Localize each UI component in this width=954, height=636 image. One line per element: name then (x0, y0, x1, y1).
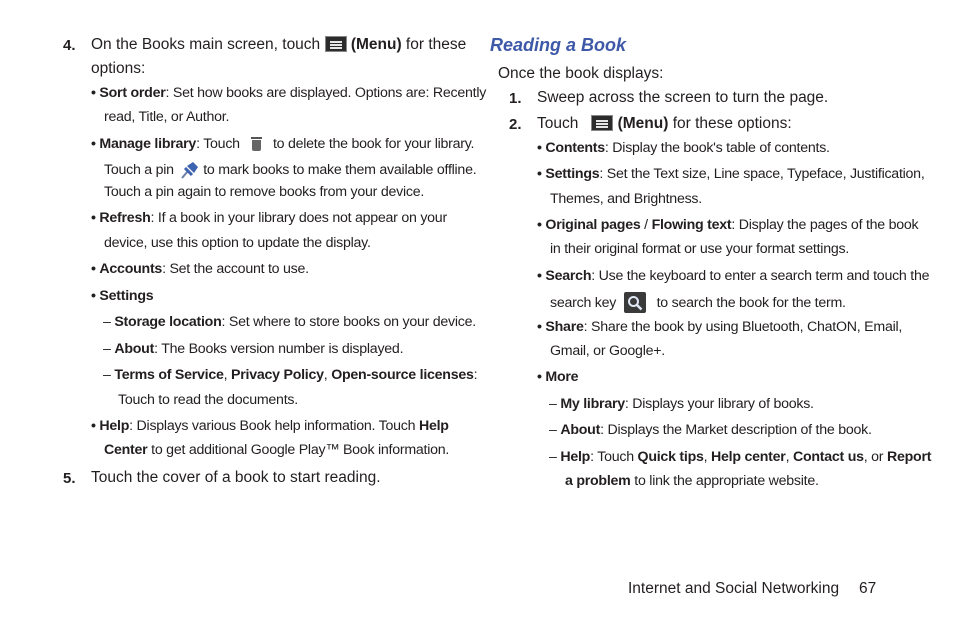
bullet: • (91, 418, 96, 434)
text: : The Books version number is displayed. (154, 341, 404, 357)
dash-help (549, 449, 931, 465)
text: : Use the keyboard to enter a search term and touch the (591, 268, 930, 284)
text: : If a book in your library does not appear on your (150, 210, 447, 226)
label-about: About (560, 422, 601, 438)
text: : Displays your library of books. (624, 396, 814, 412)
step4-line1 (91, 36, 466, 54)
label-contact-us: Contact us (792, 449, 864, 465)
separator: , or (863, 449, 884, 465)
text: to get additional Google Play™ Book information. (151, 442, 450, 458)
bullet-share (537, 319, 902, 335)
page-number: 67 (859, 580, 877, 597)
step2-line (537, 115, 792, 133)
bullet: • (537, 369, 542, 385)
bullet-search (537, 268, 929, 284)
label-accounts: Accounts (99, 261, 163, 277)
label-privacy-policy: Privacy Policy (231, 367, 324, 383)
bullet: • (537, 268, 542, 284)
bullet: • (537, 166, 542, 182)
separator: , (703, 449, 708, 465)
original-pages-line2: in their original format or use your format settings. (550, 241, 850, 257)
label-my-library: My library (560, 396, 625, 412)
separator: / (640, 217, 652, 233)
label-help: Help (99, 418, 130, 434)
bullet-refresh (91, 210, 447, 226)
manage-library-line3: Touch a pin again to remove books from your device. (104, 184, 425, 200)
separator: : (473, 367, 478, 383)
help-line2 (565, 473, 819, 489)
dash-about (103, 341, 403, 357)
step1-text: Sweep across the screen to turn the page. (537, 89, 829, 106)
dash-about (549, 422, 872, 438)
text: Touch (537, 115, 579, 132)
bullet: • (91, 85, 96, 101)
label-help: Help (560, 449, 591, 465)
label-terms-of-service: Terms of Service (114, 367, 224, 383)
separator: , (323, 367, 328, 383)
share-line2: Gmail, or Google+. (550, 343, 665, 359)
step4-text: On the Books main screen, touch (91, 36, 321, 53)
dash: – (549, 396, 557, 412)
trash-icon (251, 135, 262, 151)
label-about: About (114, 341, 155, 357)
text: : Displays the Market description of the book. (600, 422, 872, 438)
step5-text: Touch the cover of a book to start reading. (91, 469, 381, 486)
label-original-pages: Original pages (545, 217, 641, 233)
dash: – (549, 422, 557, 438)
step-number: 4. (63, 37, 76, 54)
bullet-contents (537, 140, 830, 156)
text: to mark books to make them available offline. (203, 162, 477, 178)
refresh-line2: device, use this option to update the display. (104, 235, 371, 251)
text: to delete the book for your library. (272, 136, 475, 152)
intro-text: Once the book displays: (498, 65, 664, 82)
label-open-source-licenses: Open-source licenses (331, 367, 474, 383)
text: to search the book for the term. (656, 295, 846, 311)
text: : Share the book by using Bluetooth, ChatON, Email, (583, 319, 903, 335)
bullet: • (91, 210, 96, 226)
label-help-center: Help center (711, 449, 786, 465)
separator: , (223, 367, 228, 383)
separator: , (785, 449, 790, 465)
label-settings: Settings (545, 166, 600, 182)
label-share: Share (545, 319, 584, 335)
section-heading: Reading a Book (490, 35, 627, 55)
text: : Set how books are displayed. Options are: Recently (165, 85, 487, 101)
sort-order-line2: read, Title, or Author. (104, 109, 230, 125)
step-number: 5. (63, 470, 76, 487)
text: : Set the Text size, Line space, Typeface, Justification, (599, 166, 925, 182)
menu-icon (325, 36, 347, 52)
text: : Set where to store books on your device. (221, 314, 476, 330)
label-help-center: Help (418, 418, 449, 434)
label-settings: Settings (99, 288, 154, 304)
menu-label: (Menu) (350, 36, 402, 53)
bullet: • (91, 288, 96, 304)
help-line2 (104, 442, 449, 458)
label-flowing-text: Flowing text (651, 217, 732, 233)
bullet-help (91, 418, 449, 434)
menu-icon (591, 115, 613, 131)
dash: – (103, 341, 111, 357)
text: : Displays various Book help information. Touch (129, 418, 416, 434)
text: for these options: (672, 115, 792, 132)
bullet-sort-order (91, 85, 486, 101)
pin-icon (178, 160, 200, 180)
text: search key (550, 295, 617, 311)
bullet: • (537, 140, 542, 156)
manage-library-line2 (104, 160, 476, 180)
dash: – (103, 314, 111, 330)
text: to link the appropriate website. (634, 473, 819, 489)
label-search: Search (545, 268, 592, 284)
search-key-icon (624, 292, 646, 313)
label-sort-order: Sort order (99, 85, 166, 101)
text: : Touch (196, 136, 240, 152)
bullet: • (537, 319, 542, 335)
bullet: • (537, 217, 542, 233)
settings-line2: Themes, and Brightness. (550, 191, 702, 207)
dash: – (103, 367, 111, 383)
text: : Display the book's table of contents. (604, 140, 830, 156)
bullet-settings (91, 288, 153, 304)
text: : Display the pages of the book (731, 217, 919, 233)
text: Touch a pin (104, 162, 174, 178)
label-refresh: Refresh (99, 210, 151, 226)
label-report-a-problem: Report (886, 449, 932, 465)
dash-my-library (549, 396, 814, 412)
step-number: 1. (509, 90, 522, 107)
bullet-accounts (91, 261, 309, 277)
bullet-original-pages (537, 217, 918, 233)
bullet-settings (537, 166, 925, 182)
label-manage-library: Manage library (99, 136, 197, 152)
bullet: • (91, 261, 96, 277)
search-line2 (550, 292, 846, 313)
text: : Touch (590, 449, 634, 465)
step4-text-after: for these (405, 36, 467, 53)
label-report-a-problem: a problem (565, 473, 631, 489)
label-storage-location: Storage location (114, 314, 222, 330)
dash-terms (103, 367, 477, 383)
label-more: More (545, 369, 579, 385)
step4-line2: options: (91, 60, 146, 77)
terms-line2: Touch to read the documents. (118, 392, 298, 408)
bullet-manage-library (91, 135, 474, 152)
text: : Set the account to use. (162, 261, 309, 277)
footer-section-title: Internet and Social Networking (628, 580, 840, 597)
menu-label: (Menu) (617, 115, 669, 132)
bullet-more (537, 369, 578, 385)
label-help-center: Center (104, 442, 148, 458)
step-number: 2. (509, 116, 522, 133)
dash: – (549, 449, 557, 465)
label-quick-tips: Quick tips (637, 449, 704, 465)
bullet: • (91, 136, 96, 152)
dash-storage-location (103, 314, 476, 330)
label-contents: Contents (545, 140, 605, 156)
